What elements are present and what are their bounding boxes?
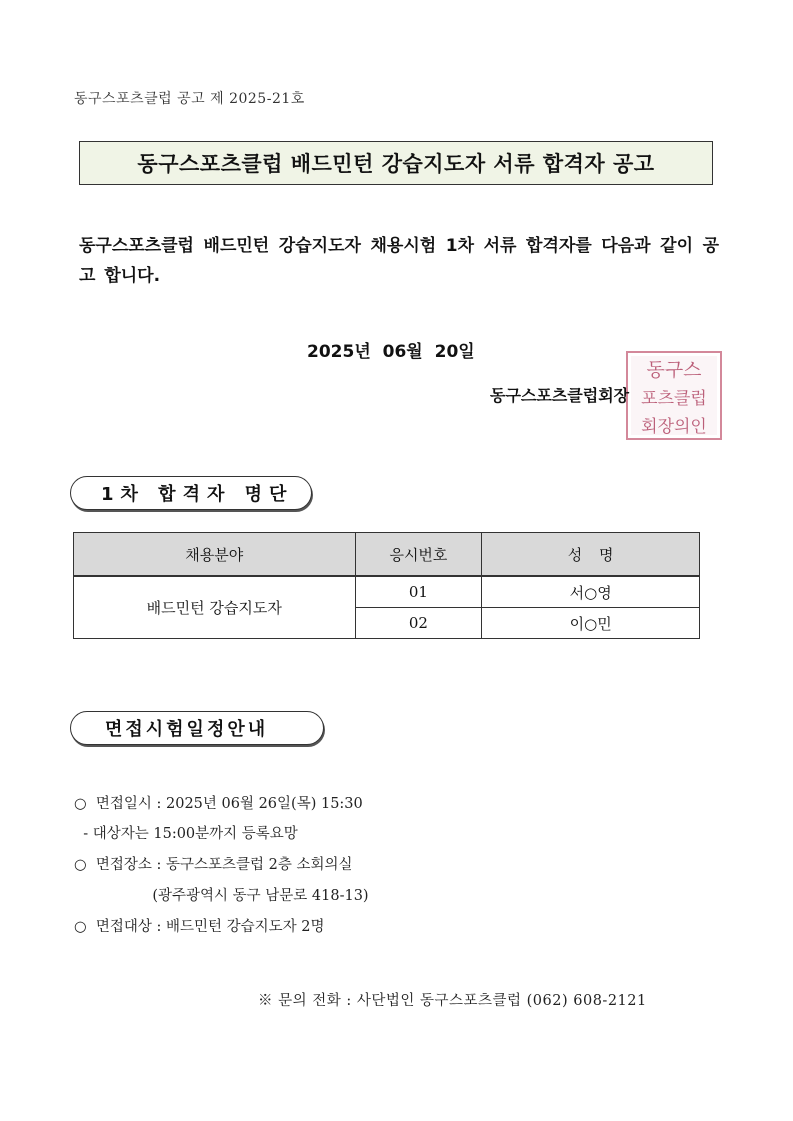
notice-date: 2025년 06월 20일 — [307, 342, 475, 362]
schedule-line: ○ 면접대상 : 배드민턴 강습지도자 2명 — [74, 919, 325, 935]
column-header: 성 명 — [482, 533, 700, 577]
contact-footer: ※ 문의 전화 : 사단법인 동구스포츠클럽 (062) 608-2121 — [258, 993, 647, 1009]
schedule-line: ○ 면접장소 : 동구스포츠클럽 2층 소회의실 — [74, 857, 353, 873]
svg-text:포츠클럽: 포츠클럽 — [641, 389, 707, 409]
table-header-row — [74, 533, 700, 577]
section-header-passers — [70, 476, 312, 510]
exam-number-cell: 02 — [355, 608, 482, 639]
column-header: 응시번호 — [355, 533, 482, 577]
name-cell: 서○영 — [482, 576, 700, 608]
official-seal — [624, 349, 724, 442]
field-cell: 배드민턴 강습지도자 — [74, 576, 356, 639]
organization-name: 동구스포츠클럽회장 — [490, 386, 630, 405]
name-cell: 이○민 — [482, 608, 700, 639]
notice-number: 동구스포츠클럽 공고 제 2025-21호 — [74, 91, 305, 107]
section-title: 면접시험일정안내 — [105, 719, 269, 740]
page-title: 동구스포츠클럽 배드민턴 강습지도자 서류 합격자 공고 — [137, 152, 655, 176]
svg-text:회장의인: 회장의인 — [641, 417, 707, 437]
schedule-line: ○ 면접일시 : 2025년 06월 26일(목) 15:30 — [74, 796, 363, 812]
schedule-line: - 대상자는 15:00분까지 등록요망 — [74, 826, 298, 842]
section-header-interview — [70, 711, 324, 745]
intro-text: 동구스포츠클럽 배드민턴 강습지도자 채용시험 1차 서류 합격자를 다음과 같이 공고 합니다. — [79, 236, 719, 286]
column-header: 채용분야 — [74, 533, 356, 577]
passers-table — [73, 532, 700, 639]
schedule-line: (광주광역시 동구 남문로 418-13) — [74, 888, 369, 904]
section-title: 1차 합격자 명단 — [101, 484, 294, 505]
table-row — [74, 576, 700, 608]
title-box — [79, 141, 713, 185]
svg-text:동구스: 동구스 — [646, 359, 702, 381]
exam-number-cell: 01 — [355, 576, 482, 608]
